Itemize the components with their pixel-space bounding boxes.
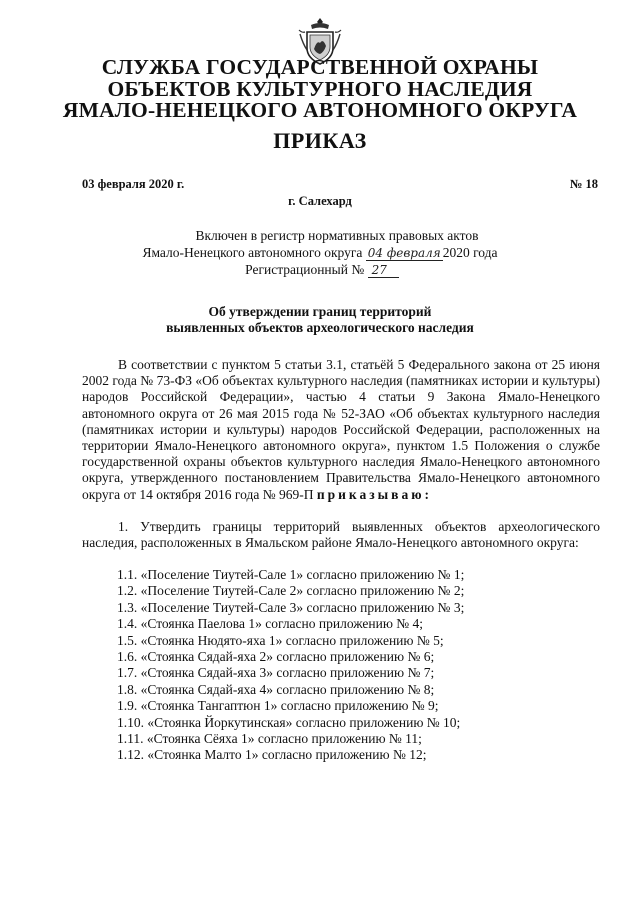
order-date: 03 февраля 2020 г. <box>82 177 185 191</box>
registration-year: 2020 года <box>442 245 498 260</box>
preamble-paragraph <box>82 357 600 503</box>
registration-line3 <box>0 261 640 279</box>
list-item: 1.11. «Стоянка Сёяха 1» согласно приложению № 11; <box>117 731 422 747</box>
clause-1-text: 1. Утвердить границы территорий выявленных объектов археологического наследия, расположенных в Ямальском районе Ямало-Ненецкого автономного округа: <box>82 519 600 551</box>
org-name-line1: СЛУЖБА ГОСУДАРСТВЕННОЙ ОХРАНЫ <box>101 55 539 79</box>
registration-number-label: Регистрационный № <box>245 262 365 277</box>
order-city: г. Салехард <box>288 194 352 208</box>
list-item: 1.3. «Поселение Тиутей-Сале 3» согласно приложению № 3; <box>117 599 465 615</box>
list-item: 1.10. «Стоянка Йоркутинская» согласно приложению № 10; <box>117 714 461 730</box>
list-item: 1.5. «Стоянка Нюдято-яха 1» согласно приложению № 5; <box>117 632 444 648</box>
org-name-line2: ОБЪЕКТОВ КУЛЬТУРНОГО НАСЛЕДИЯ <box>107 77 533 101</box>
order-title-line2: выявленных объектов археологического наследия <box>166 320 474 335</box>
order-word: приказываю: <box>316 486 433 502</box>
boundaries-list <box>117 567 464 764</box>
preamble-text: В соответствии с пунктом 5 статьи 3.1, статьёй 5 Федерального закона от 25 июня 2002 года № 73-ФЗ «Об объектах культурного наследия (памятниках истории и культуры) народов Российской Федерации», частью 4 статьи 9 Закона Ямало-Ненецкого автономного округа от 26 мая 2015 года № 52-ЗАО «Об объектах культурного наследия (памятниках истории и культуры) народов Российской Федерации, расположенных на территории Ямало-Ненецкого автономного округа», пунктом 1.5 Положения о службе государственной охраны объектов культурного наследия Ямало-Ненецкого автономного округа, утвержденного постановлением Правительства Ямало-Ненецкого автономного округа от 14 октября 2016 года № 969-П <box>82 357 600 502</box>
list-item: 1.1. «Поселение Тиутей-Сале 1» согласно приложению № 1; <box>117 567 465 582</box>
order-title-line1: Об утверждении границ территорий <box>208 304 432 319</box>
registration-line1: Включен в регистр нормативных правовых актов <box>195 228 479 243</box>
org-name-line3: ЯМАЛО-НЕНЕЦКОГО АВТОНОМНОГО ОКРУГА <box>62 98 578 122</box>
list-item: 1.2. «Поселение Тиутей-Сале 2» согласно приложению № 2; <box>117 583 465 599</box>
list-item: 1.4. «Стоянка Паелова 1» согласно приложению № 4; <box>117 616 424 632</box>
list-item: 1.8. «Стоянка Сядай-яха 4» согласно приложению № 8; <box>117 681 435 697</box>
doc-type-title: ПРИКАЗ <box>273 128 367 153</box>
order-number: № 18 <box>569 177 598 191</box>
list-item: 1.12. «Стоянка Малто 1» согласно приложению № 12; <box>117 747 427 763</box>
handwritten-number: 27 <box>368 263 399 278</box>
list-item: 1.6. «Стоянка Сядай-яха 2» согласно приложению № 6; <box>117 649 435 665</box>
handwritten-date: 04 февраля <box>367 246 441 260</box>
clause-1-paragraph <box>82 519 600 551</box>
list-item: 1.7. «Стоянка Сядай-яха 3» согласно приложению № 7; <box>117 665 435 681</box>
registration-region: Ямало-Ненецкого автономного округа <box>142 245 363 260</box>
list-item: 1.9. «Стоянка Тангаптюн 1» согласно приложению № 9; <box>117 698 439 714</box>
registration-line2 <box>0 244 640 262</box>
